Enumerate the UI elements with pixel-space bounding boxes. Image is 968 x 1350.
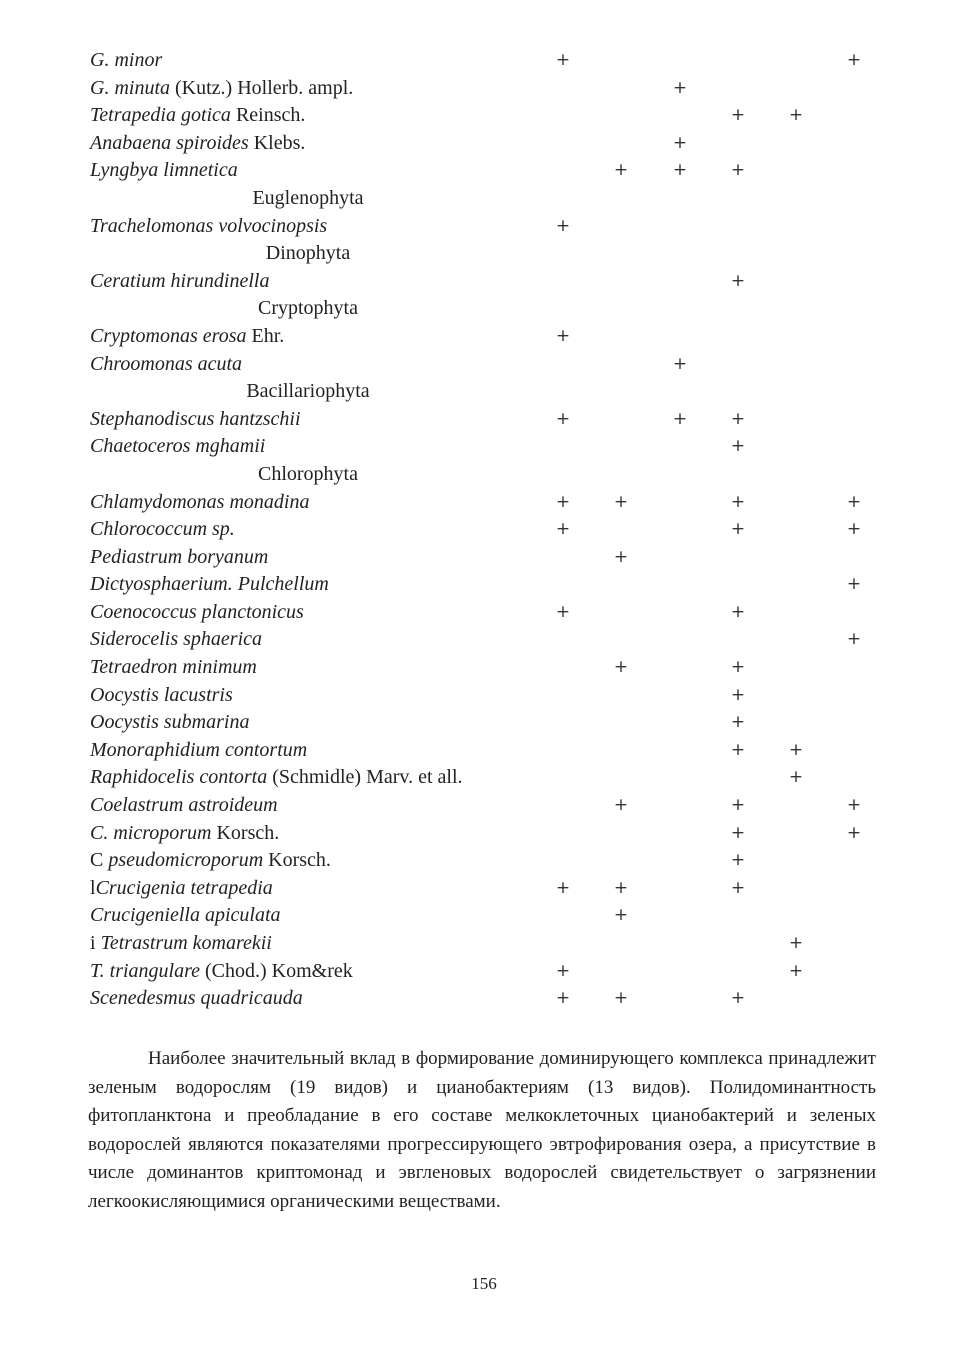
species-name: Chroomonas acuta <box>90 352 243 375</box>
species-name: T. triangulare <box>90 959 201 982</box>
taxon-name <box>90 75 353 103</box>
species-name: Chlorococcum sp. <box>90 518 235 541</box>
taxon-row <box>0 626 968 654</box>
species-name: Anabaena spiroides <box>90 131 249 154</box>
presence-mark: + <box>846 822 862 843</box>
group-label: Dinophyta <box>265 242 351 265</box>
taxon-row <box>0 433 968 461</box>
group-label: Euglenophyta <box>252 186 364 209</box>
presence-mark: + <box>730 822 746 843</box>
taxon-row <box>0 47 968 75</box>
taxon-name <box>90 654 257 682</box>
presence-mark: + <box>555 408 571 429</box>
species-name: Raphidocelis contorta <box>90 766 268 789</box>
taxon-name <box>90 516 235 544</box>
presence-mark: + <box>730 270 746 291</box>
species-name: Scenedesmus quadricauda <box>90 987 303 1010</box>
presence-mark: + <box>613 905 629 926</box>
presence-mark: + <box>730 408 746 429</box>
presence-mark: + <box>788 960 804 981</box>
taxon-author: Ehr. <box>246 324 285 347</box>
taxon-name <box>90 875 273 903</box>
presence-mark: + <box>672 77 688 98</box>
presence-mark: + <box>846 795 862 816</box>
taxon-row <box>0 737 968 765</box>
taxon-name <box>90 47 162 75</box>
taxon-name <box>90 157 238 185</box>
taxon-row <box>0 930 968 958</box>
taxon-row <box>0 351 968 379</box>
presence-mark: + <box>555 325 571 346</box>
group-heading <box>0 378 968 406</box>
species-name: C. microporum <box>90 821 212 844</box>
species-name: Crucigeniella apiculata <box>90 904 281 927</box>
taxon-row <box>0 268 968 296</box>
taxon-name <box>90 571 329 599</box>
species-name: Lyngbya limnetica <box>90 159 238 182</box>
presence-mark: + <box>730 795 746 816</box>
body-paragraph: Наиболее значительный вклад в формирование доминирующего комплекса принадлежит зеленым водорослям (19 видов) и цианобактериям (13 видов). Полидоминантность фитопланктона и преобладание в его составе мелкоклеточных цианобактерий и зеленых водорослей являются показателями прогрессирующего эвтрофирования озера, а присутствие в числе доминантов криптомонад и эвгленовых водорослей свидетельствует о загрязнении легкоокисляющимися органическими веществами. <box>88 1048 876 1212</box>
species-table <box>0 47 968 1013</box>
taxon-row <box>0 130 968 158</box>
species-name: Chaetoceros mghamii <box>90 435 266 458</box>
species-name: G. minor <box>90 49 163 71</box>
taxon-prefix: C <box>90 849 109 872</box>
taxon-row <box>0 544 968 572</box>
presence-mark: + <box>730 105 746 126</box>
taxon-row <box>0 847 968 875</box>
taxon-author: Klebs. <box>248 131 306 154</box>
taxon-row <box>0 792 968 820</box>
taxon-name <box>90 323 284 351</box>
presence-mark: + <box>730 850 746 871</box>
taxon-author: Korsch. <box>211 821 280 844</box>
group-heading <box>0 295 968 323</box>
presence-mark: + <box>613 988 629 1009</box>
presence-mark: + <box>613 657 629 678</box>
taxon-name <box>90 682 233 710</box>
taxon-name <box>90 820 279 848</box>
species-name: Cryptomonas erosa <box>90 324 247 347</box>
taxon-row <box>0 820 968 848</box>
presence-mark: + <box>555 50 571 70</box>
species-name: Tetrastrum komarekii <box>100 932 272 954</box>
presence-mark: + <box>730 436 746 457</box>
taxon-author: (Kutz.) Hollerb. ampl. <box>170 76 354 99</box>
presence-mark: + <box>672 408 688 429</box>
taxon-row <box>0 489 968 517</box>
group-heading <box>0 240 968 268</box>
species-name: Dictyosphaerium. Pulchellum <box>90 573 329 596</box>
taxon-row <box>0 75 968 103</box>
presence-mark: + <box>613 795 629 816</box>
taxon-row <box>0 902 968 930</box>
species-name: G. minuta <box>90 76 170 99</box>
presence-mark: + <box>613 877 629 898</box>
presence-mark: + <box>672 353 688 374</box>
taxon-name <box>90 433 265 461</box>
taxon-row <box>0 323 968 351</box>
species-name: Chlamydomonas monadina <box>90 490 310 513</box>
taxon-name <box>90 544 268 572</box>
taxon-author: Reinsch. <box>230 104 306 127</box>
presence-mark: + <box>730 712 746 733</box>
taxon-row <box>0 213 968 241</box>
species-name: Crucigenia tetrapedia <box>95 876 273 899</box>
taxon-author: (Chod.) Kom&rek <box>200 959 353 982</box>
presence-mark: + <box>555 519 571 540</box>
taxon-row <box>0 709 968 737</box>
taxon-row <box>0 654 968 682</box>
presence-mark: + <box>788 767 804 788</box>
presence-mark: + <box>730 657 746 678</box>
species-name: Coelastrum astroideum <box>90 794 278 817</box>
taxon-name <box>90 930 272 958</box>
presence-mark: + <box>730 491 746 512</box>
species-name: Coenococcus planctonicus <box>90 600 304 623</box>
taxon-row <box>0 516 968 544</box>
presence-mark: + <box>730 877 746 898</box>
presence-mark: + <box>730 988 746 1009</box>
species-name: Tetraedron minimum <box>90 656 257 679</box>
presence-mark: + <box>555 877 571 898</box>
taxon-row <box>0 571 968 599</box>
taxon-row <box>0 958 968 986</box>
taxon-row <box>0 682 968 710</box>
taxon-name <box>90 709 249 737</box>
species-name: Monoraphidium contortum <box>90 738 308 761</box>
presence-mark: + <box>730 684 746 705</box>
species-name: Ceratium hirundinella <box>90 269 270 292</box>
page-number: 156 <box>471 1274 497 1293</box>
species-name: Oocystis submarina <box>90 711 250 734</box>
taxon-author: Korsch. <box>263 849 331 872</box>
taxon-row <box>0 102 968 130</box>
presence-mark: + <box>846 519 862 540</box>
taxon-name <box>90 406 301 434</box>
taxon-name <box>90 902 281 930</box>
taxon-name <box>90 351 242 379</box>
presence-mark: + <box>555 601 571 622</box>
taxon-row <box>0 599 968 627</box>
taxon-row <box>0 764 968 792</box>
presence-mark: + <box>555 988 571 1009</box>
presence-mark: + <box>672 132 688 153</box>
taxon-author: (Schmidle) Marv. et all. <box>267 766 463 789</box>
presence-mark: + <box>613 160 629 181</box>
presence-mark: + <box>788 933 804 953</box>
taxon-prefix: l <box>90 876 96 899</box>
species-name: Tetrapedia gotica <box>90 104 231 127</box>
group-label: Bacillariophyta <box>246 380 370 403</box>
presence-mark: + <box>788 739 804 760</box>
presence-mark: + <box>846 491 862 512</box>
taxon-name <box>90 213 327 241</box>
presence-mark: + <box>788 105 804 126</box>
presence-mark: + <box>555 960 571 981</box>
taxon-name <box>90 130 305 158</box>
presence-mark: + <box>730 519 746 540</box>
presence-mark: + <box>730 601 746 622</box>
taxon-name <box>90 599 304 627</box>
taxon-name <box>90 847 331 875</box>
taxon-name <box>90 626 262 654</box>
presence-mark: + <box>555 491 571 512</box>
species-name: Trachelomonas volvocinopsis <box>90 214 328 237</box>
presence-mark: + <box>846 629 862 650</box>
taxon-name <box>90 268 269 296</box>
group-label: Chlorophyta <box>258 462 358 485</box>
presence-mark: + <box>672 160 688 181</box>
taxon-name <box>90 737 307 765</box>
species-name: Stephanodiscus hantzschii <box>90 407 301 430</box>
presence-mark: + <box>730 739 746 760</box>
group-heading <box>0 185 968 213</box>
species-name: Siderocelis sphaerica <box>90 628 263 651</box>
taxon-name <box>90 764 463 792</box>
taxon-name <box>90 792 278 820</box>
taxon-row <box>0 875 968 903</box>
presence-mark: + <box>846 50 862 70</box>
group-label: Cryptophyta <box>258 297 358 320</box>
species-name: Pediastrum boryanum <box>90 545 269 568</box>
presence-mark: + <box>846 574 862 595</box>
taxon-row <box>0 985 968 1013</box>
species-name: Oocystis lacustris <box>90 683 233 706</box>
presence-mark: + <box>555 215 571 236</box>
presence-mark: + <box>613 491 629 512</box>
taxon-row <box>0 406 968 434</box>
taxon-name <box>90 985 303 1013</box>
species-name: pseudomicroporum <box>108 849 264 872</box>
presence-mark: + <box>613 546 629 567</box>
taxon-prefix: i <box>90 932 101 954</box>
group-heading <box>0 461 968 489</box>
taxon-name <box>90 102 305 130</box>
taxon-name <box>90 958 353 986</box>
taxon-row <box>0 157 968 185</box>
taxon-name <box>90 489 309 517</box>
presence-mark: + <box>730 160 746 181</box>
